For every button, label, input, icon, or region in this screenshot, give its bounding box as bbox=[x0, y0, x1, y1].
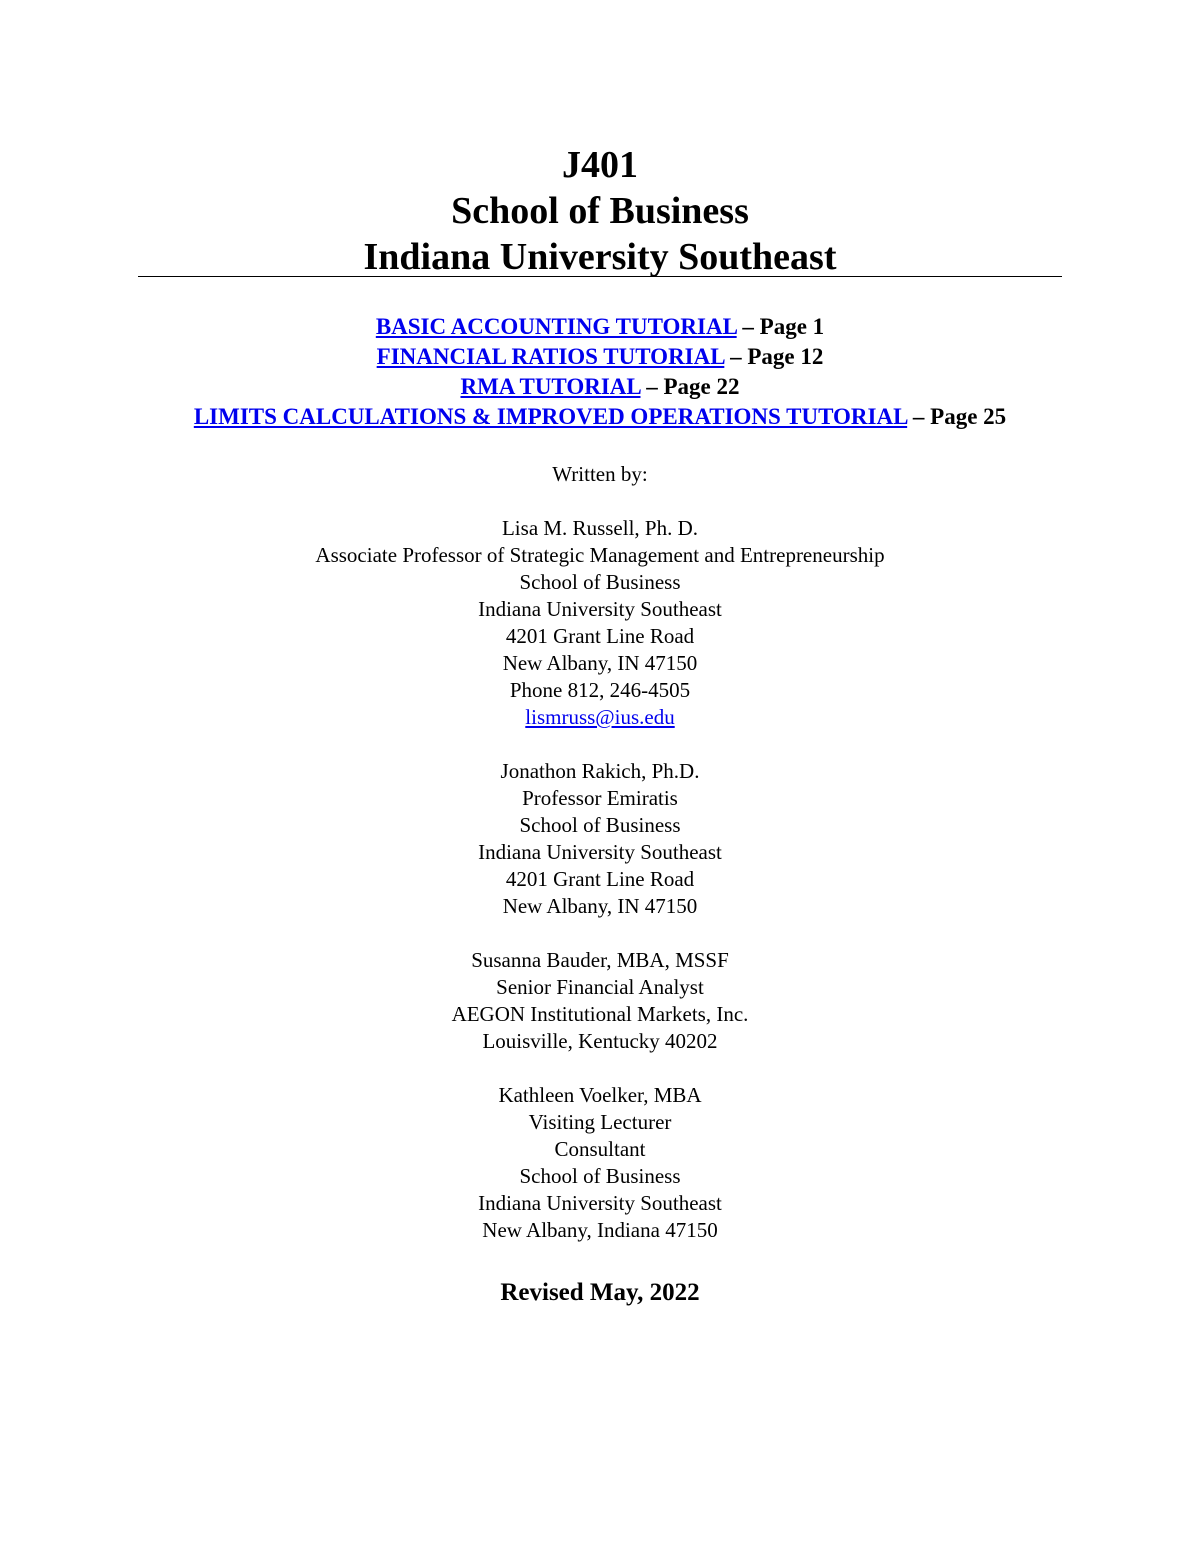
course-code: J401 bbox=[562, 144, 638, 186]
revision-date: Revised May, 2022 bbox=[500, 1279, 700, 1306]
author-line: Visiting Lecturer bbox=[528, 1110, 672, 1134]
author-line: Associate Professor of Strategic Management and Entrepreneurship bbox=[315, 543, 885, 567]
author-line: Kathleen Voelker, MBA bbox=[498, 1083, 702, 1107]
author-line: Indiana University Southeast bbox=[478, 1191, 722, 1215]
author-block-bauder bbox=[0, 947, 1200, 1055]
spacer bbox=[0, 920, 1200, 947]
document-header bbox=[138, 142, 1062, 280]
author-line: Consultant bbox=[554, 1137, 646, 1161]
toc-page-financial-ratios: – Page 12 bbox=[724, 344, 824, 369]
author-block-voelker bbox=[0, 1082, 1200, 1244]
spacer bbox=[0, 731, 1200, 758]
spacer bbox=[0, 1055, 1200, 1082]
author-line: Jonathon Rakich, Ph.D. bbox=[500, 759, 700, 783]
toc-page-rma: – Page 22 bbox=[640, 374, 740, 399]
author-line: Susanna Bauder, MBA, MSSF bbox=[471, 948, 729, 972]
toc-entry-rma bbox=[0, 372, 1200, 402]
spacer bbox=[0, 488, 1200, 515]
header-divider bbox=[138, 276, 1062, 277]
author-line: Indiana University Southeast bbox=[478, 597, 722, 621]
toc-page-limits-calculations: – Page 25 bbox=[907, 404, 1007, 429]
author-line: Lisa M. Russell, Ph. D. bbox=[501, 516, 698, 540]
author-line: New Albany, IN 47150 bbox=[502, 651, 698, 675]
university-name: Indiana University Southeast bbox=[363, 236, 837, 278]
author-line: Professor Emiratis bbox=[522, 786, 678, 810]
toc-entry-limits-calculations bbox=[0, 402, 1200, 432]
table-of-contents bbox=[0, 312, 1200, 432]
toc-entry-basic-accounting bbox=[0, 312, 1200, 342]
toc-link-limits-calculations[interactable]: LIMITS CALCULATIONS & IMPROVED OPERATIONS TUTORIAL bbox=[193, 404, 908, 429]
email-row bbox=[0, 704, 1200, 731]
author-block-rakich bbox=[0, 758, 1200, 920]
school-name: School of Business bbox=[451, 190, 749, 232]
author-line: Indiana University Southeast bbox=[478, 840, 722, 864]
toc-link-rma[interactable]: RMA TUTORIAL bbox=[460, 374, 641, 399]
written-by-label: Written by: bbox=[552, 462, 648, 486]
toc-entry-financial-ratios bbox=[0, 342, 1200, 372]
author-line: New Albany, IN 47150 bbox=[502, 894, 698, 918]
toc-page-basic-accounting: – Page 1 bbox=[736, 314, 825, 339]
toc-link-financial-ratios[interactable]: FINANCIAL RATIOS TUTORIAL bbox=[376, 344, 725, 369]
author-line: Senior Financial Analyst bbox=[496, 975, 704, 999]
author-line: School of Business bbox=[519, 813, 681, 837]
authors-section bbox=[0, 461, 1200, 1244]
author-line: Louisville, Kentucky 40202 bbox=[482, 1029, 718, 1053]
author-line: School of Business bbox=[519, 570, 681, 594]
author-line: School of Business bbox=[519, 1164, 681, 1188]
author-line: New Albany, Indiana 47150 bbox=[482, 1218, 718, 1242]
author-line: 4201 Grant Line Road bbox=[505, 867, 695, 891]
author-line: AEGON Institutional Markets, Inc. bbox=[451, 1002, 749, 1026]
author-line: 4201 Grant Line Road bbox=[505, 624, 695, 648]
toc-link-basic-accounting[interactable]: BASIC ACCOUNTING TUTORIAL bbox=[375, 314, 737, 339]
email-link[interactable]: lismruss@ius.edu bbox=[525, 705, 675, 729]
author-line: Phone 812, 246-4505 bbox=[509, 678, 691, 702]
author-block-russell bbox=[0, 515, 1200, 731]
